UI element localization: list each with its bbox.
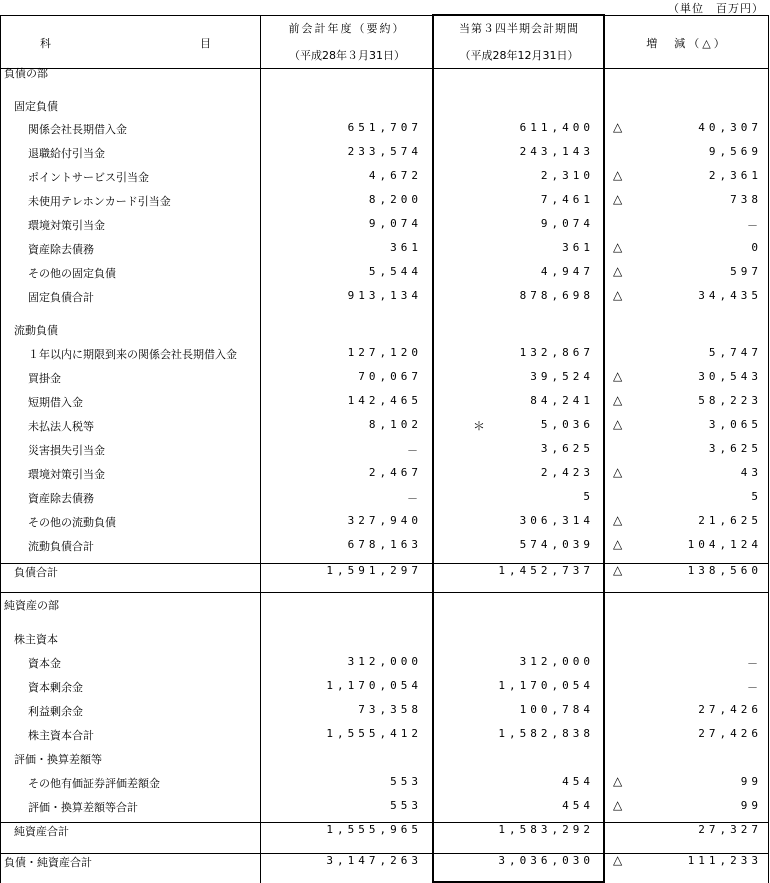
row-prev-value: 4,672	[368, 169, 422, 182]
row-diff-value: 43	[740, 466, 762, 479]
row-diff-value: 27,327	[698, 823, 762, 836]
header-item-right: 目	[200, 37, 213, 50]
row-diff-value: 5	[751, 490, 762, 503]
row-label: 資本金	[28, 657, 61, 670]
negative-triangle-icon: △	[613, 537, 623, 551]
row-label: 環境対策引当金	[28, 219, 105, 232]
row-curr-value: 100,784	[519, 703, 594, 716]
row-label: １年以内に期限到来の関係会社長期借入金	[28, 348, 237, 361]
row-prev-value: 8,200	[368, 193, 422, 206]
row-curr-value: 1,583,292	[498, 823, 594, 836]
row-diff-value: 738	[730, 193, 762, 206]
row-label: 流動負債合計	[28, 540, 94, 553]
row-label: ポイントサービス引当金	[28, 171, 149, 184]
row-label: 負債合計	[14, 566, 58, 579]
row-curr-value: 312,000	[519, 655, 594, 668]
negative-triangle-icon: △	[613, 192, 623, 206]
row-prev-value: 142,465	[347, 394, 422, 407]
row-label: その他の固定負債	[28, 267, 116, 280]
row-prev-value: 2,467	[368, 466, 422, 479]
row-curr-value: 4,947	[540, 265, 594, 278]
negative-triangle-icon: △	[613, 120, 623, 134]
row-curr-value: 243,143	[519, 145, 594, 158]
negative-triangle-icon: △	[613, 264, 623, 278]
row-curr-value: 1,170,054	[498, 679, 594, 692]
row-diff-value: －	[747, 219, 762, 232]
row-label: 株主資本	[14, 633, 58, 646]
row-diff-value: 34,435	[698, 289, 762, 302]
negative-triangle-icon: △	[613, 563, 623, 577]
row-prev-value: 8,102	[368, 418, 422, 431]
row-label: 関係会社長期借入金	[28, 123, 127, 136]
row-curr-value: 2,423	[540, 466, 594, 479]
row-curr-value: 3,036,030	[498, 854, 594, 867]
row-prev-value: 70,067	[358, 370, 422, 383]
negative-triangle-icon: △	[613, 798, 623, 812]
row-label: 固定負債	[14, 100, 58, 113]
row-curr-value: 132,867	[519, 346, 594, 359]
row-label: 評価・換算差額等	[14, 753, 102, 766]
row-prev-value: 553	[390, 775, 422, 788]
negative-triangle-icon: △	[613, 240, 623, 254]
row-label: 利益剰余金	[28, 705, 83, 718]
asterisk-mark: ＊	[473, 419, 486, 433]
row-diff-value: 40,307	[698, 121, 762, 134]
row-diff-value: 111,233	[687, 854, 762, 867]
row-prev-value: 5,544	[368, 265, 422, 278]
row-prev-value: 678,163	[347, 538, 422, 551]
row-prev-value: 553	[390, 799, 422, 812]
row-label: 評価・換算差額等合計	[28, 801, 138, 814]
row-diff-value: 138,560	[687, 564, 762, 577]
row-prev-value: －	[407, 492, 422, 505]
row-diff-value: 3,625	[708, 442, 762, 455]
row-prev-value: 127,120	[347, 346, 422, 359]
row-diff-value: 3,065	[708, 418, 762, 431]
row-diff-value: 5,747	[708, 346, 762, 359]
row-diff-value: 104,124	[687, 538, 762, 551]
row-curr-value: 5	[583, 490, 594, 503]
row-diff-value: 99	[740, 775, 762, 788]
header-diff-title: 増 減（△）	[646, 37, 728, 50]
row-label: 短期借入金	[28, 396, 83, 409]
row-curr-value: 1,582,838	[498, 727, 594, 740]
row-prev-value: 3,147,263	[326, 854, 422, 867]
row-prev-value: 73,358	[358, 703, 422, 716]
row-prev-value: 913,134	[347, 289, 422, 302]
row-label: 環境対策引当金	[28, 468, 105, 481]
row-label: 固定負債合計	[28, 291, 94, 304]
row-label: 負債の部	[4, 67, 48, 80]
row-label: 株主資本合計	[28, 729, 94, 742]
header-prev-title: 前会計年度（要約）	[288, 22, 406, 35]
row-label: 未払法人税等	[28, 420, 94, 433]
row-diff-value: 2,361	[708, 169, 762, 182]
row-diff-value: 9,569	[708, 145, 762, 158]
negative-triangle-icon: △	[613, 417, 623, 431]
row-curr-value: 5,036	[540, 418, 594, 431]
header-curr-date: （平成28年12月31日）	[459, 49, 579, 62]
negative-triangle-icon: △	[613, 774, 623, 788]
row-curr-value: 39,524	[530, 370, 594, 383]
row-curr-value: 611,400	[519, 121, 594, 134]
current-period-highlight	[432, 14, 605, 883]
row-label: 退職給付引当金	[28, 147, 105, 160]
row-curr-value: 1,452,737	[498, 564, 594, 577]
row-prev-value: 1,555,965	[326, 823, 422, 836]
negative-triangle-icon: △	[613, 393, 623, 407]
row-label: 資本剰余金	[28, 681, 83, 694]
negative-triangle-icon: △	[613, 513, 623, 527]
row-label: 負債・純資産合計	[4, 856, 92, 869]
header-prev-date: （平成28年３月31日）	[289, 49, 405, 62]
row-label: 未使用テレホンカード引当金	[28, 195, 171, 208]
row-curr-value: 2,310	[540, 169, 594, 182]
row-label: 買掛金	[28, 372, 61, 385]
row-diff-value: 99	[740, 799, 762, 812]
row-curr-value: 7,461	[540, 193, 594, 206]
row-curr-value: 454	[562, 799, 594, 812]
row-curr-value: 306,314	[519, 514, 594, 527]
row-diff-value: 27,426	[698, 703, 762, 716]
row-diff-value: 21,625	[698, 514, 762, 527]
negative-triangle-icon: △	[613, 369, 623, 383]
row-label: その他の流動負債	[28, 516, 116, 529]
row-prev-value: －	[407, 444, 422, 457]
row-prev-value: 312,000	[347, 655, 422, 668]
row-label: 流動負債	[14, 324, 58, 337]
row-prev-value: 651,707	[347, 121, 422, 134]
row-diff-value: －	[747, 681, 762, 694]
row-curr-value: 84,241	[530, 394, 594, 407]
row-prev-value: 1,170,054	[326, 679, 422, 692]
unit-label: （単位 百万円）	[668, 2, 764, 15]
row-curr-value: 9,074	[540, 217, 594, 230]
row-curr-value: 361	[562, 241, 594, 254]
row-label: 純資産合計	[14, 825, 69, 838]
row-prev-value: 327,940	[347, 514, 422, 527]
row-diff-value: 58,223	[698, 394, 762, 407]
negative-triangle-icon: △	[613, 288, 623, 302]
row-label: その他有価証券評価差額金	[28, 777, 160, 790]
row-diff-value: －	[747, 657, 762, 670]
row-prev-value: 1,555,412	[326, 727, 422, 740]
row-diff-value: 27,426	[698, 727, 762, 740]
row-curr-value: 454	[562, 775, 594, 788]
header-curr-title: 当第３四半期会計期間	[459, 22, 579, 35]
row-label: 資産除去債務	[28, 492, 94, 505]
row-prev-value: 233,574	[347, 145, 422, 158]
row-curr-value: 878,698	[519, 289, 594, 302]
row-prev-value: 361	[390, 241, 422, 254]
row-label: 災害損失引当金	[28, 444, 105, 457]
negative-triangle-icon: △	[613, 168, 623, 182]
row-separator	[0, 592, 768, 593]
row-label: 純資産の部	[4, 599, 59, 612]
negative-triangle-icon: △	[613, 853, 623, 867]
row-diff-value: 30,543	[698, 370, 762, 383]
row-prev-value: 9,074	[368, 217, 422, 230]
header-item-left: 科	[40, 37, 53, 50]
negative-triangle-icon: △	[613, 465, 623, 479]
row-diff-value: 0	[751, 241, 762, 254]
row-curr-value: 3,625	[540, 442, 594, 455]
row-prev-value: 1,591,297	[326, 564, 422, 577]
row-curr-value: 574,039	[519, 538, 594, 551]
row-label: 資産除去債務	[28, 243, 94, 256]
row-diff-value: 597	[730, 265, 762, 278]
